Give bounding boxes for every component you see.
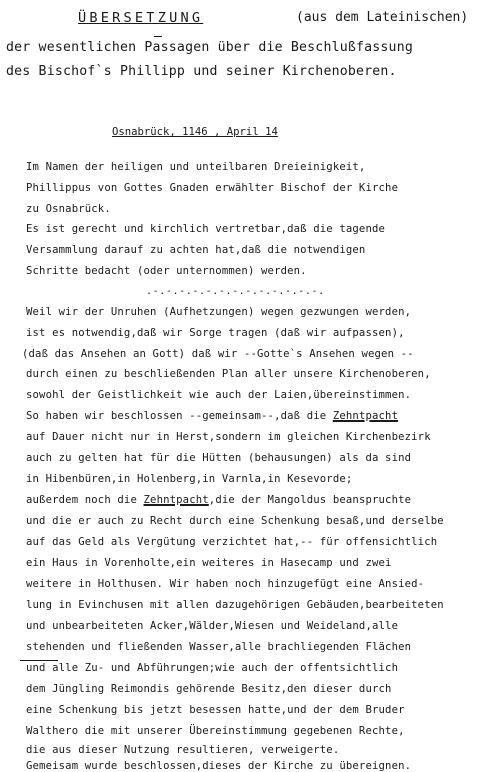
text-line: die aus dieser Nutzung resultieren, verweigerte. [26, 744, 340, 756]
text-line: Schritte bedacht (oder unternommen) werden. [26, 265, 307, 277]
text-line: Weil wir der Unruhen (Aufhetzungen) wegen gezwungen werden, [26, 306, 412, 318]
text-line [26, 410, 398, 422]
text-segment: außerdem noch die [26, 494, 144, 506]
text-line: auch zu gelten hat für die Hütten (behausungen) als da sind [26, 452, 412, 464]
text-line: stehenden und fließenden Wasser,alle brachliegenden Flächen [26, 641, 412, 653]
text-line: dem Jüngling Reimondis gehörende Besitz,den dieser durch [26, 683, 392, 695]
text-line: ein Haus in Vorenholte,ein weiteres in Hasecamp und zwei [26, 557, 392, 569]
separator: .-.-.-.-.-.-.-.-.-.-.-.-.-. [146, 286, 325, 297]
subtitle-line-1: der wesentlichen Passagen über die Beschlußfassung [6, 40, 413, 55]
text-line: und unbearbeiteten Acker,Wälder,Wiesen und Weideland,alle [26, 620, 399, 632]
text-line: Phillippus von Gottes Gnaden erwählter Bischof der Kirche [26, 182, 399, 194]
text-line: auf Dauer nicht nur in Herst,sondern im gleichen Kirchenbezirk [26, 431, 431, 443]
text-line: Gemeisam wurde beschlossen,dieses der Kirche zu übereignen. [26, 760, 412, 772]
text-line [26, 494, 411, 506]
text-line: Im Namen der heiligen und unteilbaren Dreieinigkeit, [26, 161, 366, 173]
text-line: zu Osnabrück. [26, 203, 111, 215]
dateline: Osnabrück, 1146 , April 14 [112, 126, 278, 138]
text-line: ist es notwendig,daß wir Sorge tragen (daß wir aufpassen), [26, 327, 405, 339]
title-note: (aus dem Lateinischen) [296, 10, 469, 25]
text-line: sowohl der Geistlichkeit wie auch der Laien,übereinstimmen. [26, 389, 412, 401]
underlined-term: Zehntpacht [332, 410, 399, 422]
text-line: auf das Geld als Vergütung verzichtet hat,-- für offensichtlich [26, 536, 438, 548]
text-segment: So haben wir beschlossen --gemeinsam--,daß die [26, 410, 333, 422]
margin-mark [20, 660, 58, 661]
text-line: Walthero die mit unserer Übereinstimmung gegebenen Rechte, [26, 725, 405, 737]
underlined-term: Zehntpacht [143, 494, 209, 506]
text-line: und alle Zu- und Abführungen;wie auch der offentsichtlich [26, 662, 399, 674]
text-line: Es ist gerecht und kirchlich vertretbar,daß die tagende [26, 223, 386, 235]
text-line: und die er auch zu Recht durch eine Schenkung besaß,und derselbe [26, 515, 444, 527]
text-segment: ,die der Mangoldus beanspruchte [208, 494, 412, 506]
title-mark [154, 36, 162, 37]
text-line: lung in Evinchusen mit allen dazugehörigen Gebäuden,bearbeiteten [26, 599, 444, 611]
text-line: weitere in Holthusen. Wir haben noch hinzugefügt eine Ansied- [26, 578, 425, 590]
subtitle-line-2: des Bischof`s Phillipp und seiner Kirchenoberen. [6, 64, 397, 79]
text-line: (daß das Ansehen an Gott) daß wir --Gotte`s Ansehen wegen -- [22, 348, 414, 360]
text-line: eine Schenkung bis jetzt besessen hatte,und der dem Bruder [26, 704, 405, 716]
text-line: Versammlung darauf zu achten hat,daß die notwendigen [26, 244, 366, 256]
text-line: durch einen zu beschließenden Plan aller unsere Kirchenoberen, [26, 368, 431, 380]
text-line: in Hibenbüren,in Holenberg,in Varnla,in Kesevorde; [26, 473, 353, 485]
document-title: ÜBERSETZUNG [78, 10, 204, 26]
